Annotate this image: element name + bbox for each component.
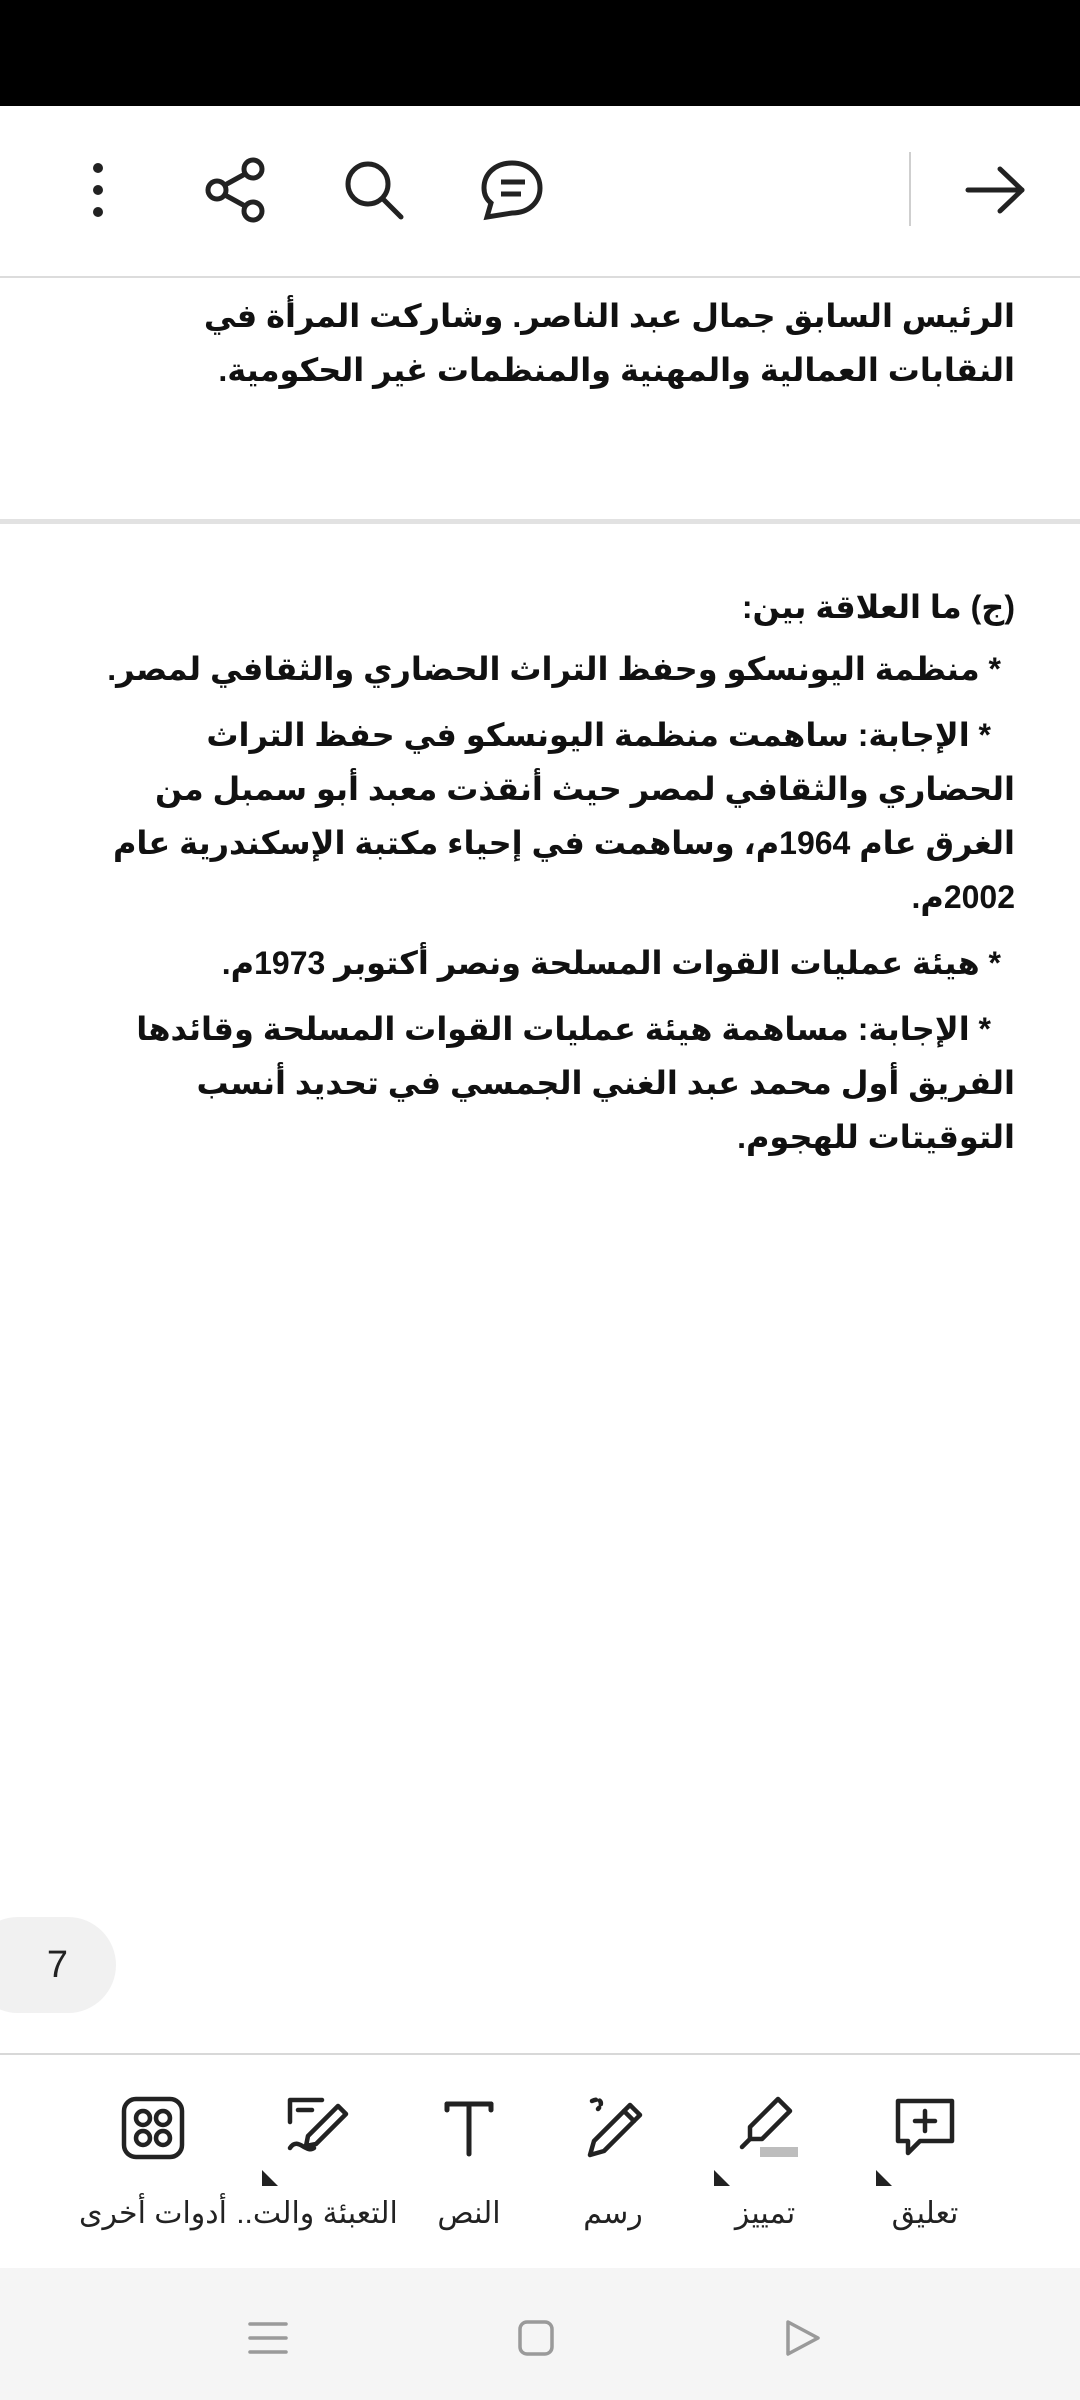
text-tool-label: النص: [437, 2197, 501, 2230]
draw-tool-button[interactable]: [528, 2090, 698, 2250]
comment-tool-label: تعليق: [891, 2197, 959, 2230]
highlight-tool-label: تمييز: [734, 2197, 796, 2230]
share-button[interactable]: [196, 140, 276, 240]
relation-item-1: * منظمة اليونسكو وحفظ التراث الحضاري والثقافي لمصر.: [107, 651, 1001, 687]
arrow-right-icon: [964, 165, 1028, 215]
comment-add-icon: [892, 2095, 958, 2161]
highlight-expand-icon: [714, 2170, 730, 2186]
home-icon: [516, 2318, 556, 2358]
more-options-button[interactable]: [58, 140, 138, 240]
page-1-text: الرئيس السابق جمال عبد الناصر. وشاركت المرأة في النقابات العمالية والمهنية والمنظمات غير الحكومية.: [203, 298, 1015, 388]
fill-sign-button[interactable]: [232, 2090, 402, 2250]
home-button[interactable]: [496, 2298, 576, 2378]
text-icon: [441, 2098, 497, 2158]
answer-1: * الإجابة: ساهمت منظمة اليونسكو في حفظ التراث الحضاري والثقافي لمصر حيث أنقذت معبد أبو سمبل من الغرق عام 1964م، وساهمت في إحياء مكتبة الإسكندرية عام 2002م.: [112, 717, 1015, 915]
comment-list-icon: [477, 155, 547, 225]
grid-icon: [121, 2096, 185, 2160]
highlight-tool-button[interactable]: [680, 2090, 850, 2250]
question-heading: (ج) ما العلاقة بين:: [741, 589, 1015, 625]
comment-expand-icon: [876, 2170, 892, 2186]
recent-apps-button[interactable]: [228, 2298, 308, 2378]
relation-item-2: * هيئة عمليات القوات المسلحة ونصر أكتوبر 1973م.: [221, 945, 1001, 981]
fill-sign-label: التعبئة والت..: [236, 2197, 398, 2230]
recent-apps-icon: [246, 2318, 290, 2358]
answer-2: * الإجابة: مساهمة هيئة عمليات القوات المسلحة وقائدها الفريق أول محمد عبد الغني الجمسي في تحديد أنسب التوقيتات للهجوم.: [136, 1011, 1015, 1155]
pencil-icon: [578, 2093, 648, 2163]
share-icon: [201, 155, 271, 225]
more-vertical-icon: [88, 160, 108, 220]
page-number: 7: [46, 1943, 68, 1986]
toolbar-divider: [909, 152, 911, 226]
highlighter-icon: [728, 2093, 802, 2163]
status-bar: [0, 0, 1080, 106]
search-button[interactable]: [334, 140, 414, 240]
draw-tool-label: رسم: [583, 2197, 643, 2230]
page-number-badge[interactable]: [0, 1917, 116, 2013]
fill-sign-expand-icon: [262, 2170, 278, 2186]
more-tools-label: أدوات أخرى: [78, 2197, 227, 2230]
back-icon: [782, 2318, 822, 2358]
exit-button[interactable]: [956, 140, 1036, 240]
page-2-content: [70, 580, 1015, 1176]
page-separator: [0, 519, 1080, 524]
fill-sign-icon: [282, 2096, 352, 2160]
more-tools-button[interactable]: [68, 2090, 238, 2250]
back-button[interactable]: [762, 2298, 842, 2378]
comment-tool-button[interactable]: [840, 2090, 1010, 2250]
comments-list-button[interactable]: [472, 140, 552, 240]
search-icon: [339, 155, 409, 225]
bottom-toolbar-divider: [0, 2053, 1080, 2055]
